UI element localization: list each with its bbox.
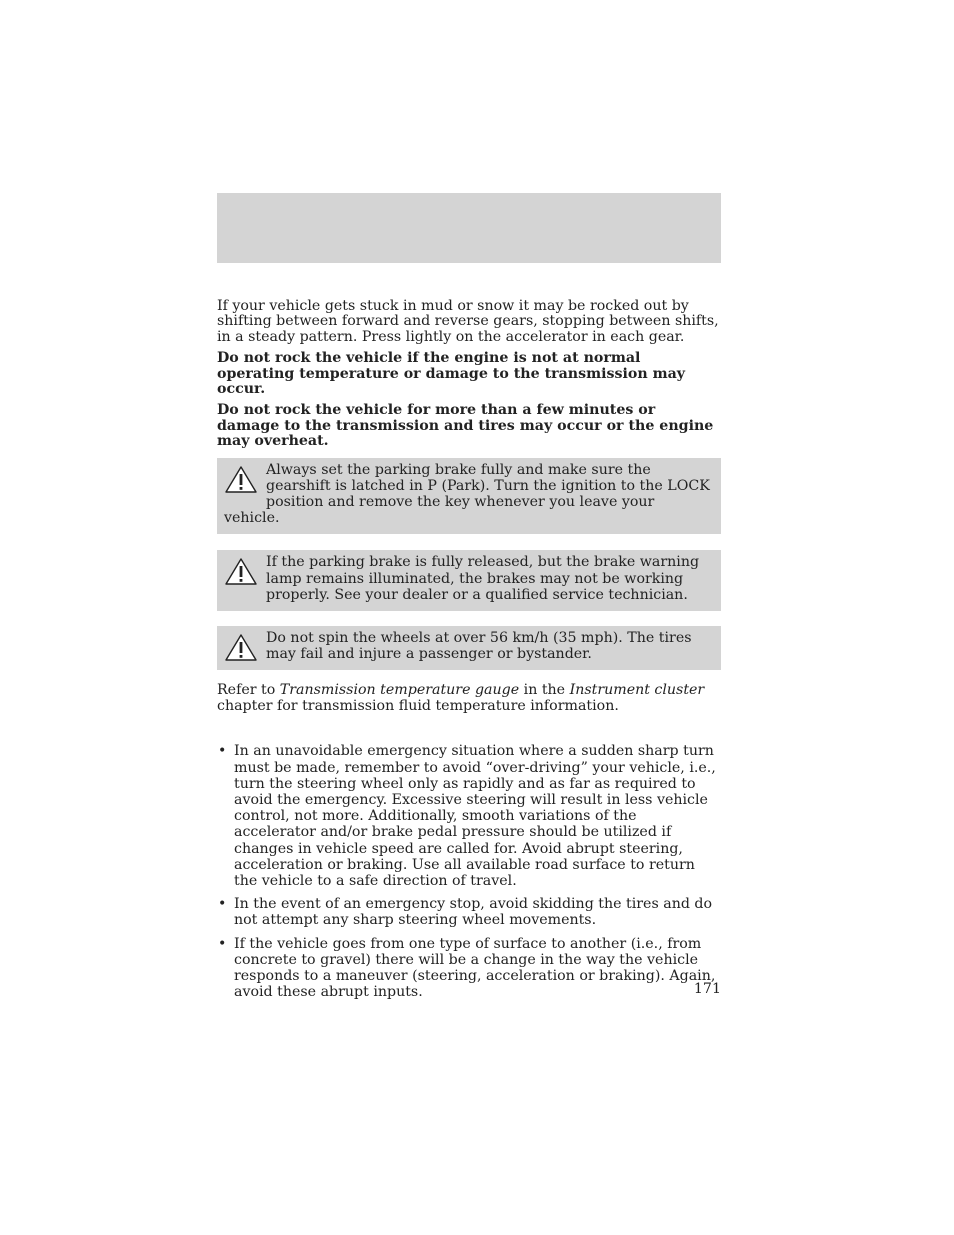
bullet-icon: • — [218, 743, 227, 760]
list-item — [217, 896, 721, 928]
refer-cluster-link: Instrument cluster — [569, 682, 705, 699]
list-item — [217, 743, 721, 889]
warning-triangle-icon — [224, 465, 258, 495]
warning-box-parking — [217, 458, 721, 535]
page-content — [217, 299, 721, 1007]
refer-paragraph — [217, 683, 721, 714]
bullet-icon: • — [218, 935, 227, 952]
warning-box-brake-lamp — [217, 550, 721, 611]
bold-warning-1: Do not rock the vehicle if the engine is not at normal operating temperature or damage to the transmission may occur. — [217, 350, 686, 398]
list-item-text: In an unavoidable emergency situation where a sudden sharp turn must be made, remember to avoid “over-driving” your vehicle, i.e., turn the steering wheel only as rapidly and as far as required to avoid the emergency. Excessive steering will result in less vehicle control, not more. Additionally, smooth variations of the accelerator and/or brake pedal pressure should be utilized if changes in vehicle speed are called for. Avoid abrupt steering, acceleration or braking. Use all available road surface to return the vehicle to a safe direction of travel. — [234, 743, 716, 889]
page-number: 171 — [693, 981, 721, 997]
bullet-icon: • — [218, 896, 227, 913]
warning-triangle-icon — [224, 633, 258, 663]
bold-warning-2: Do not rock the vehicle for more than a few minutes or damage to the transmission and tires may occur or the engine may overheat. — [217, 402, 714, 450]
list-item-text: If the vehicle goes from one type of surface to another (i.e., from concrete to gravel) there will be a change in the way the vehicle responds to a maneuver (steering, acceleration or braking). Again, avoid these abrupt inputs. — [234, 935, 716, 1001]
refer-suffix: chapter for transmission fluid temperature information. — [217, 697, 619, 714]
bullet-list — [217, 743, 721, 1000]
refer-gauge-link: Transmission temperature gauge — [279, 682, 520, 699]
header-band — [217, 193, 721, 263]
warning-box-wheel-spin — [217, 626, 721, 670]
refer-prefix: Refer to — [217, 682, 280, 699]
warning-text: If the parking brake is fully released, but the brake warning lamp remains illuminated, the brakes may not be working properly. See your dealer or a qualified service technician. — [266, 554, 700, 603]
warning-triangle-icon — [224, 557, 258, 587]
list-item-text: In the event of an emergency stop, avoid skidding the tires and do not attempt any sharp steering wheel movements. — [234, 896, 713, 929]
warning-text: Do not spin the wheels at over 56 km/h (35 mph). The tires may fail and injure a passenger or bystander. — [266, 630, 692, 663]
refer-middle: in the — [519, 682, 570, 699]
warning-text: Always set the parking brake fully and make sure the gearshift is latched in P (Park). Turn the ignition to the LOCK position and remove the key whenever you leave your vehicle. — [224, 461, 710, 527]
intro-paragraph: If your vehicle gets stuck in mud or snow it may be rocked out by shifting between forward and reverse gears, stopping between shifts, in a steady pattern. Press lightly on the accelerator in each gear. — [217, 298, 719, 345]
